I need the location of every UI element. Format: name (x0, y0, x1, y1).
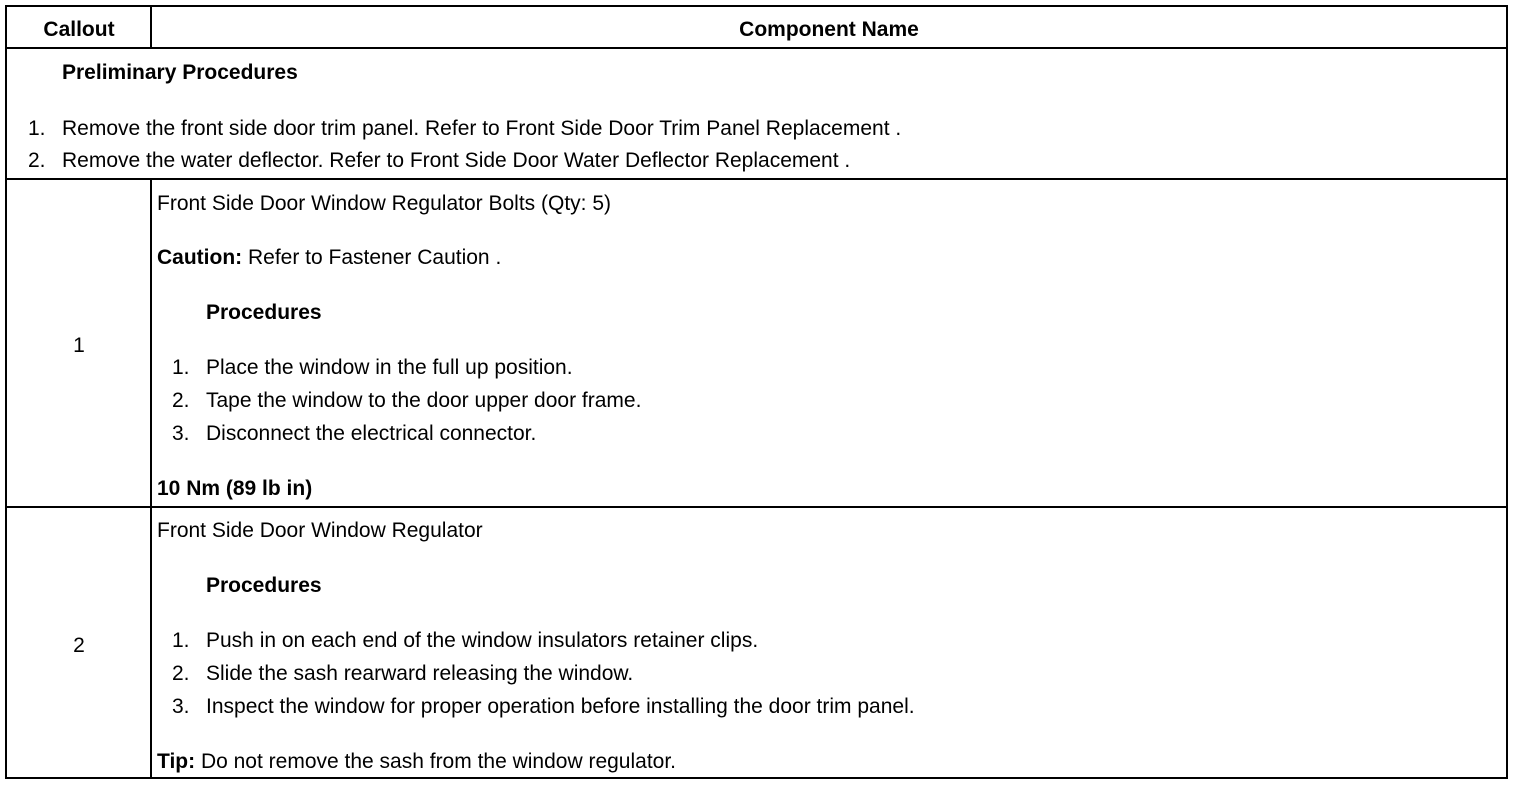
header-column-divider (150, 7, 152, 48)
procedure-step-text: Place the window in the full up position. (206, 356, 573, 379)
preliminary-procedures-heading: Preliminary Procedures (62, 61, 298, 84)
procedures-heading: Procedures (206, 574, 322, 597)
procedure-step-number: 1. (172, 356, 190, 379)
procedure-step-text: Disconnect the electrical connector. (206, 422, 537, 445)
procedure-step-number: 1. (172, 629, 190, 652)
component-name: Front Side Door Window Regulator (157, 519, 483, 542)
component-name: Front Side Door Window Regulator Bolts (Qty: 5) (157, 192, 612, 215)
caution-note (157, 247, 501, 268)
tip-text: Do not remove the sash from the window regulator. (195, 750, 677, 773)
tip-note (157, 751, 676, 772)
preliminary-step-text: Remove the front side door trim panel. Refer to Front Side Door Trim Panel Replacement . (62, 117, 902, 140)
row-divider (7, 506, 1506, 508)
header-divider (7, 47, 1506, 49)
component-table (5, 5, 1508, 779)
preliminary-divider (7, 178, 1506, 180)
procedure-step-text: Tape the window to the door upper door frame. (206, 389, 642, 412)
component-name-column-header: Component Name (739, 18, 919, 41)
callout-number: 2 (73, 634, 85, 657)
procedure-step-number: 3. (172, 422, 190, 445)
procedure-step-text: Slide the sash rearward releasing the window. (206, 662, 634, 685)
preliminary-step-number: 1. (28, 117, 46, 140)
procedure-step-text: Inspect the window for proper operation before installing the door trim panel. (206, 695, 915, 718)
callout-number: 1 (73, 334, 85, 357)
caution-label: Caution: (157, 246, 243, 269)
procedure-step-number: 2. (172, 389, 190, 412)
preliminary-step-number: 2. (28, 149, 46, 172)
procedure-step-number: 2. (172, 662, 190, 685)
preliminary-step-text: Remove the water deflector. Refer to Front Side Door Water Deflector Replacement . (62, 149, 851, 172)
procedure-step-number: 3. (172, 695, 190, 718)
procedures-heading: Procedures (206, 301, 322, 324)
row-column-divider (150, 178, 152, 778)
tip-label: Tip: (157, 750, 196, 773)
callout-column-header: Callout (43, 18, 115, 41)
procedure-step-text: Push in on each end of the window insulators retainer clips. (206, 629, 759, 652)
torque-spec: 10 Nm (89 lb in) (157, 477, 313, 500)
caution-text: Refer to Fastener Caution . (242, 246, 502, 269)
